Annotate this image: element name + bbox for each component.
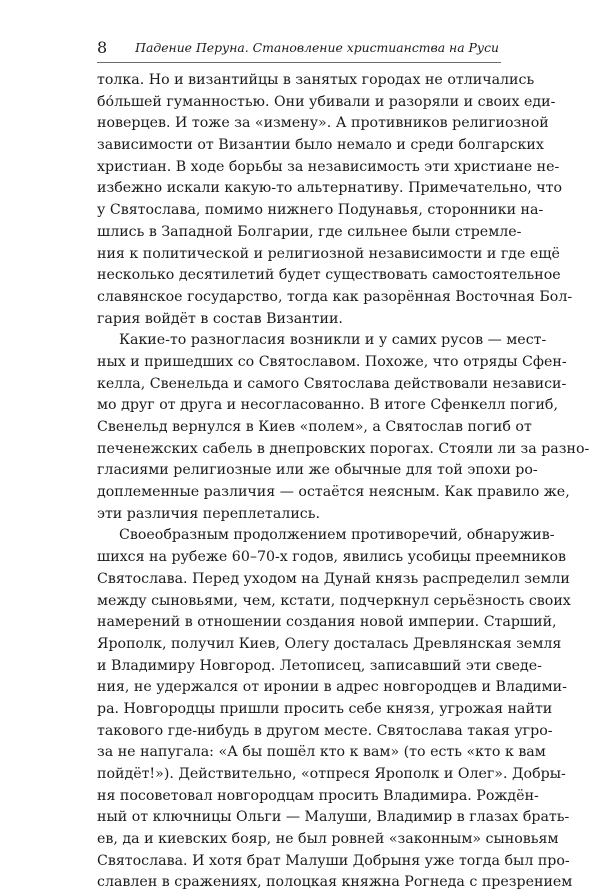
running-header: [97, 36, 501, 63]
text-line: Свенельд вернулся в Киев «полем», а Святослав погиб от: [97, 419, 532, 435]
paragraph: [97, 330, 590, 525]
text-line: избежно искали какую-то альтернативу. Примечательно, что: [97, 180, 563, 197]
text-line: печенежских сабель в днепровских порогах. Стояли ли за разно-: [97, 440, 590, 457]
text-line: шихся на рубеже 60–70-х годов, явились усобицы преемников: [97, 549, 567, 566]
running-title: Падение Перуна. Становление христианства на Руси: [135, 40, 499, 55]
text-line: гласиями религиозные или же обычные для той эпохи ро-: [97, 462, 538, 479]
text-line: ных и пришедших со Святославом. Похоже, что отряды Сфен-: [97, 353, 567, 370]
body-text: [97, 70, 590, 894]
text-line: Ярополк, получил Киев, Олегу досталась Древлянская земля: [97, 635, 562, 652]
text-line: Своеобразным продолжением противоречий, обнаружив-: [119, 527, 555, 544]
text-line: толка. Но и византийцы в занятых городах не отличались: [97, 72, 535, 88]
text-line: ня посоветовал новгородцам просить Владимира. Рождён-: [97, 787, 539, 804]
page-number: 8: [97, 38, 108, 57]
text-line: пойдёт!»). Действительно, «отпреся Ярополк и Олег». Добры-: [97, 766, 566, 782]
text-line: эти различия переплетались.: [97, 505, 320, 522]
text-line: намерений в отношении создания новой империи. Старший,: [97, 614, 557, 631]
paragraph: [97, 70, 573, 330]
paragraph: [97, 525, 573, 894]
text-line: новерцев. И тоже за «измену». А противников религиозной: [97, 115, 549, 132]
text-line: гария войдёт в состав Византии.: [97, 310, 343, 327]
text-line: зависимости от Византии было немало и среди болгарских: [97, 137, 544, 154]
text-line: за не напугала: «А бы пошёл кто к вам» (то есть «кто к вам: [97, 744, 546, 761]
text-line: мо друг от друга и несогласованно. В итоге Сфенкелл погиб,: [97, 397, 558, 414]
text-line: келла, Свенельда и самого Святослава действовали независи-: [97, 375, 567, 392]
text-line: бо́льшей гуманностью. Они убивали и разоряли и своих еди-: [97, 93, 556, 110]
text-line: шлись в Западной Болгарии, где сильнее были стремле-: [97, 223, 522, 240]
text-line: и Владимиру Новгород. Летописец, записавший эти сведе-: [97, 657, 542, 674]
text-line: доплеменные различия — остаётся неясным. Как правило же,: [97, 484, 570, 501]
text-line: христиан. В ходе борьбы за независимость эти христиане не-: [97, 158, 560, 175]
text-line: несколько десятилетий будет существовать самостоятельное: [97, 267, 561, 284]
text-line: ев, да и киевских бояр, не был ровней «законным» сыновьям: [97, 831, 559, 848]
text-line: Святослава. И хотя брат Малуши Добрыня уже тогда был про-: [97, 852, 570, 869]
text-line: Какие-то разногласия возникли и у самих русов — мест-: [119, 332, 547, 349]
text-line: ния, не удержался от иронии в адрес новгородцев и Владими-: [97, 679, 567, 696]
text-line: славянское государство, тогда как разорённая Восточная Бол-: [97, 288, 573, 305]
text-line: славлен в сражениях, полоцкая княжна Рогнеда с презрением: [97, 874, 573, 891]
text-line: между сыновьями, чем, кстати, подчеркнул серьёзность своих: [97, 592, 571, 609]
text-line: ный от ключницы Ольги — Малуши, Владимир в глазах брать-: [97, 809, 570, 826]
text-line: ра. Новгородцы пришли просить себе князя, угрожая найти: [97, 700, 553, 717]
text-line: Святослава. Перед уходом на Дунай князь распределил земли: [97, 570, 570, 587]
text-line: у Святослава, помимо нижнего Подунавья, сторонники на-: [97, 202, 544, 219]
text-line: ния к политической и религиозной независимости и где ещё: [97, 245, 560, 262]
text-line: такового где-нибудь в другом месте. Святослава такая угро-: [97, 722, 553, 739]
